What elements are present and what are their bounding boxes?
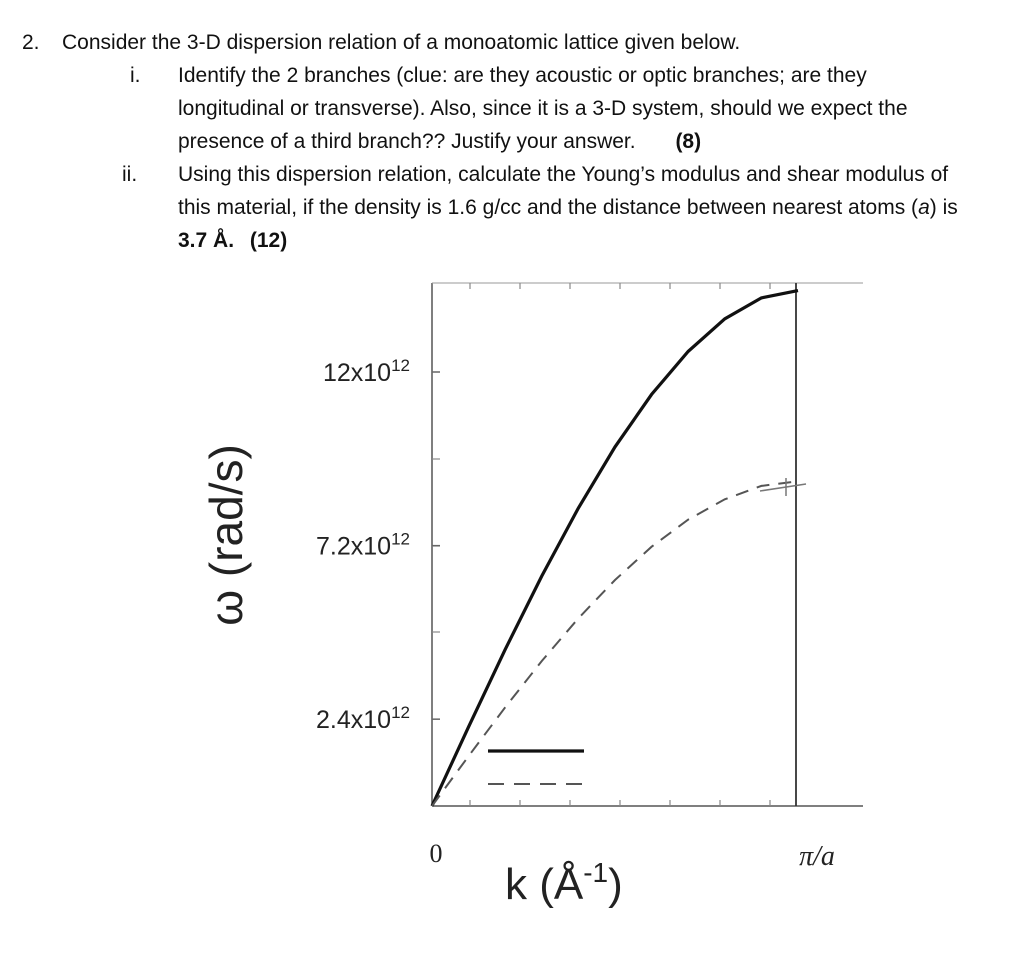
y-tick-label-2: $2.4x10^{12}$ [316, 703, 410, 735]
part-ii-distance-value: 3.7 Å. [178, 229, 235, 252]
x-tick-zero: 0 [429, 839, 443, 868]
solid-branch-curve [432, 291, 798, 806]
x-axis-title-sup: -1 [583, 857, 609, 888]
part-ii-numeral: ii. [122, 163, 138, 186]
part-ii-marks: (12) [249, 229, 288, 252]
y-axis-title: ω (rad/s) [200, 444, 252, 626]
question-prompt: Consider the 3-D dispersion relation of a monoatomic lattice given below. [62, 31, 741, 54]
dashed-branch-curve [432, 481, 798, 806]
part-i-line-3-text: presence of a third branch?? Justify your answer. [178, 130, 636, 153]
y-tick-label-0: $12x10^{12}$ [322, 356, 410, 387]
minor-ticks [432, 283, 770, 806]
part-ii-line-1: Using this dispersion relation, calculate the Young’s modulus and shear modulus of [178, 163, 949, 186]
question-number: 2. [22, 31, 40, 54]
part-ii-line-2-post: ) is [929, 196, 958, 219]
part-i-numeral: i. [130, 64, 141, 87]
y-tick-label-1: $7.2x10^{12}$ [316, 529, 410, 561]
part-i-line-1: Identify the 2 branches (clue: are they acoustic or optic branches; are they [178, 64, 867, 87]
x-axis-title-end: ) [608, 860, 623, 909]
x-axis-title [505, 857, 623, 909]
y-tick-labels [316, 356, 440, 734]
x-axis-title-main: k (Å [505, 860, 584, 909]
part-ii-line-2-pre: this material, if the density is 1.6 g/cc and the distance between nearest atoms ( [178, 196, 919, 219]
x-tick-pi-over-a: π/a [799, 841, 835, 872]
part-i-marks: (8) [675, 130, 702, 153]
part-i-line-2: longitudinal or transverse). Also, since it is a 3-D system, should we expect the [178, 97, 908, 120]
part-ii-variable-a: a [918, 196, 930, 219]
